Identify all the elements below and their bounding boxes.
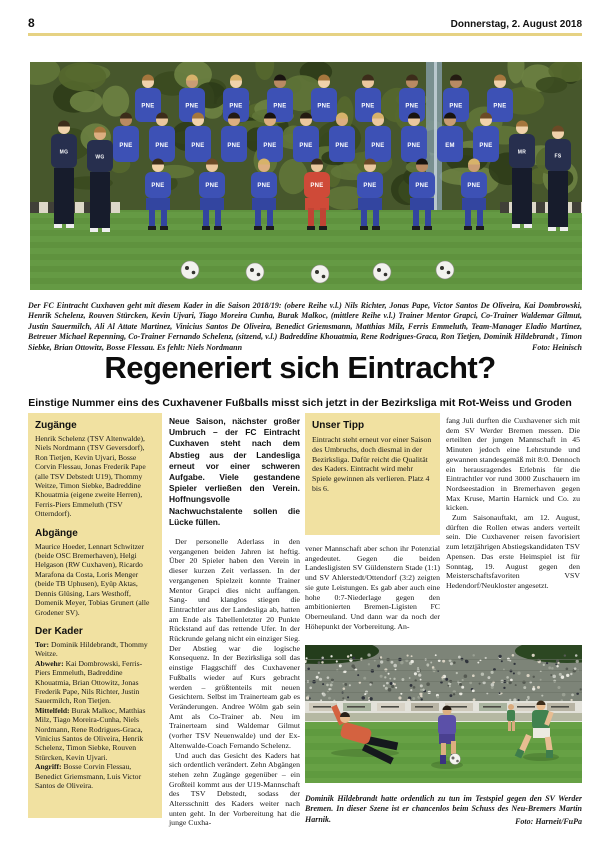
kader-text-mittelfeld: Burak Malkoc, Matthias Milz, Tiago Moreira-Cunha, Niels Nordmann, Rene Rodrigues-Graca, Vinicius Santos de Oliveira, Henrik Schelenz, Timon Siebke, Rouven Stürcken, Kevin Ujvari. bbox=[35, 705, 146, 762]
kader-label-angriff: Angriff: bbox=[35, 762, 62, 772]
svg-text:EM: EM bbox=[445, 142, 455, 149]
squad-section-kader bbox=[35, 626, 156, 791]
svg-text:PNE: PNE bbox=[317, 103, 331, 110]
abgaenge-title: Abgänge bbox=[35, 527, 78, 539]
article-paragraph-3: vener Mannschaft aber schon ihr Potenzial angedeutet. Gegen die beiden Landesligisten SV Güldenstern Stade (1:1) und SV Ahlerstedt/Ottendorf (3:2) zeigten sie gute Leistungen. Es gab aber auch eine hohe 0:7-Niederlage gegen den ambitionierten Bremen-Ligisten FC Oberneuland. Und dann war da noch der Höhepunkt der Vorbereitung. An- bbox=[305, 544, 440, 631]
page-number: 8 bbox=[28, 16, 35, 30]
article-lead: Neue Saison, nächster großer Umbruch – der FC Eintracht Cuxhaven steht nach dem Abstieg aus der Landesliga erneut vor einer schweren Aufgabe. Viele gestandene Spieler verließen den Verein. Hoffnungsvolle Nachwuchstalente sollen die Lücke füllen. bbox=[169, 416, 300, 527]
svg-text:PNE: PNE bbox=[405, 103, 419, 110]
svg-text:PNE: PNE bbox=[229, 103, 243, 110]
article-paragraph-4: fang Juli durften die Cuxhavener sich mit dem SV Werder Bremen messen. Die erteilten der jungen Mannschaft in 45 Minuten jedoch eine Lehrstunde und gewannen standesgemäß mit 8:0. Dennoch ein herausragendes Erlebnis für die Eintrachtler vor rund 3000 Zuschauern im Nordseestadion in Bremerhaven gegen Max Kruse, Martin Harnick und Co. zu kicken. bbox=[446, 416, 580, 513]
team-photo-illustration bbox=[30, 62, 582, 290]
svg-text:PNE: PNE bbox=[273, 103, 287, 110]
svg-text:PNE: PNE bbox=[449, 103, 463, 110]
svg-text:PNE: PNE bbox=[185, 103, 199, 110]
svg-text:PNE: PNE bbox=[363, 183, 377, 190]
squad-infobox bbox=[28, 413, 162, 818]
svg-text:PNE: PNE bbox=[415, 183, 429, 190]
action-photo bbox=[305, 645, 582, 783]
team-photo-caption-text: Der FC Eintracht Cuxhaven geht mit diesem Kader in die Saison 2018/19: (obere Reihe v.l.) Nils Richter, Jonas Pape, Victor Santos De Oliveira, Kai Dombrowski, Henrik Schelenz, Rouven Stürcken, Kevin Ujvari, Tiago Moreira Cunha, Burak Malkoc, (mittlere Reihe v.l.) Trainer Mentor Grapci, Co-Trainer Waldemar Gilmut, Justin Sauermilch, Ali Al Attate Martinez, Vinicius Santos De Oliveira, Benedict Griemsmann, Matthias Milz, Ferris Emmeluth, Team-Manager Eladio Martinez, Betreuer Michael Repenning, Co-Trainer Fernando Schelenz, (sitzend, v.l.) Badreddine Khouatmia, Rene Rodrigues-Graca, Ron Tietjen, Dominik Hildebrandt , Timon Siebke, Brian Ottowitz, Bosse Flessau. Es fehlt: Niels Nordmann bbox=[28, 301, 582, 352]
action-photo-caption bbox=[305, 794, 582, 827]
svg-text:PNE: PNE bbox=[205, 183, 219, 190]
kader-text-abwehr: Kai Dombrowski, Ferris-Piers Emmeluth, Badreddine Khouatmia, Brian Ottowitz, Jonas Frederik Pape, Nils Richter, Justin Sauermilch, Ron Tietjen. bbox=[35, 658, 143, 706]
kader-entry-tor bbox=[35, 640, 156, 659]
kader-entry-angriff bbox=[35, 762, 156, 790]
kader-label-abwehr: Abwehr: bbox=[35, 658, 64, 668]
svg-text:MG: MG bbox=[59, 149, 69, 156]
kader-label-tor: Tor: bbox=[35, 639, 50, 649]
kader-text-angriff: Bosse Corvin Flessau, Benedict Griemsmann, Luis Victor Santos de Oliveira. bbox=[35, 762, 142, 790]
svg-text:FS: FS bbox=[554, 153, 562, 160]
article-paragraph-1: Der personelle Aderlass in den vergangenen beiden Jahren ist heftig. Über 20 Spieler haben den Verein in dieser kurzen Zeit verlassen. In der vergangenen Spielzeit konnte Trainer Mentor Grapci dies nicht auffangen. Sang- und klanglos stiegen die Eintrachtler aus der Landesliga ab, hatten am Ende als Tabellenletzter 20 Punkte Rückstand auf das rettende Ufer. In der Rückrunde gelang nicht ein einziger Sieg. Der Abstieg war die logische Konsequenz. In der Bezirksliga soll das einstige Flaggschiff des Cuxhavener Fußballs wieder auf Kurs gebracht werden – größtenteils mit neuen Gesichtern. Selbst im Trainerteam gab es Veränderungen. Andree Wölm gab sein Amt als Co-Trainer ab. Neu im Trainerteam sind Waldemar Gilmut (vorher TSV Neuenwalde) und der Ex-Altenwalde-Coach Fernando Schelenz. bbox=[169, 537, 300, 750]
svg-text:PNE: PNE bbox=[257, 183, 271, 190]
svg-text:PNE: PNE bbox=[361, 103, 375, 110]
kader-label-mittelfeld: Mittelfeld: bbox=[35, 705, 70, 715]
article-subheadline: Einstige Nummer eins des Cuxhavener Fußballs misst sich jetzt in der Bezirksliga mit Rot-Weiss und Groden bbox=[28, 397, 572, 409]
date-line: Donnerstag, 2. August 2018 bbox=[450, 19, 582, 30]
svg-text:PNE: PNE bbox=[141, 103, 155, 110]
team-photo bbox=[30, 62, 582, 290]
action-photo-credit: Foto: Harneit/FuPa bbox=[511, 817, 582, 827]
svg-text:PNE: PNE bbox=[407, 142, 421, 149]
team-photo-caption bbox=[28, 301, 582, 353]
abgaenge-text: Maurice Hoeder, Lennart Schwitzer (beide OSC Bremerhaven), Helgi Helgason (RW Cuxhaven), Ricardo Marafona da Costa, Loris Menger (beide TB Uphusen), Eyüp Aktas, Dennis Glüsing, Lars Westhoff, Domenik Meyer, Tobias Grunert (alle Grodener SV). bbox=[35, 541, 150, 617]
svg-text:PNE: PNE bbox=[467, 183, 481, 190]
svg-text:PNE: PNE bbox=[263, 142, 277, 149]
tipp-box-text: Eintracht steht erneut vor einer Saison des Umbruchs, doch diesmal in der Bezirksliga. Dafür reicht die Qualität des Kaders. Eintracht wird mehr Spiele gewinnen als verlieren. Platz 4 bis 6. bbox=[312, 435, 432, 493]
tipp-box-title: Unser Tipp bbox=[312, 420, 365, 431]
header-rule bbox=[28, 33, 582, 36]
svg-text:PNE: PNE bbox=[310, 183, 324, 190]
kader-text-tor: Dominik Hildebrandt, Thommy Weitze. bbox=[35, 639, 148, 659]
svg-text:PNE: PNE bbox=[191, 142, 205, 149]
squad-section-abgaenge bbox=[35, 528, 156, 617]
tipp-box bbox=[305, 413, 440, 535]
article-column-4 bbox=[446, 416, 580, 591]
article-paragraph-2: Und auch das Gesicht des Kaders hat sich ordentlich verändert. Zehn Abgängen stehen zehn Zugänge gegenüber – ein Großteil kommt aus der U19-Mannschaft des TSV Debstedt, sodass der Altersschnitt des Kaders weiter nach unten geht. In der Vorbereitung hat die junge Cuxha- bbox=[169, 750, 300, 828]
article-column-3 bbox=[305, 413, 440, 631]
kader-entry-mittelfeld bbox=[35, 706, 156, 762]
svg-text:PNE: PNE bbox=[227, 142, 241, 149]
zugaenge-title: Zugänge bbox=[35, 420, 77, 431]
svg-text:PNE: PNE bbox=[479, 142, 493, 149]
svg-text:WG: WG bbox=[95, 154, 105, 161]
action-photo-caption-text: Dominik Hildebrandt hatte ordentlich zu tun im Testspiel gegen den SV Werder Bremen. In dieser Szene ist er chancenlos beim Schuss des Neu-Bremers Martin Harnik. bbox=[305, 794, 582, 824]
svg-text:PNE: PNE bbox=[151, 183, 165, 190]
article-column-2 bbox=[169, 416, 300, 828]
svg-text:PNE: PNE bbox=[335, 142, 349, 149]
svg-text:PNE: PNE bbox=[299, 142, 313, 149]
article-paragraph-5: Zum Saisonauftakt, am 12. August, dürften die Rollen etwas anders verteilt sein. Die Cuxhavener reisen favorisiert zum letztjährigen Abstiegskandidaten TSV Apensen. Das erste Heimspiel ist für Sonntag, 19. August gegen den Meisterschaftsfavoriten VSV Hedendorf/Neukloster angesetzt. bbox=[446, 513, 580, 590]
squad-section-zugaenge bbox=[35, 420, 156, 519]
kader-title: Der Kader bbox=[35, 625, 83, 637]
svg-text:PNE: PNE bbox=[493, 103, 507, 110]
action-photo-illustration bbox=[305, 645, 582, 783]
article-headline: Regeneriert sich Eintracht? bbox=[104, 350, 496, 385]
kader-entry-abwehr bbox=[35, 659, 156, 706]
team-photo-credit: Foto: Heinisch bbox=[528, 343, 582, 353]
svg-text:PNE: PNE bbox=[155, 142, 169, 149]
zugaenge-text: Henrik Schelenz (TSV Altenwalde), Niels Nordmann (TSV Geversdorf), Ron Tietjen, Kevin Ujvari, Bosse Corvin Flessau, Jonas Frederik Pape (alle TSV Debstedt U19), Thommy Weitze, Timon Siebke, Badreddine Khouatmia (eigene zweite Herren), Ferris-Piers Emmeluth (TSV Otterndorf). bbox=[35, 434, 146, 519]
svg-text:PNE: PNE bbox=[119, 142, 133, 149]
svg-text:PNE: PNE bbox=[371, 142, 385, 149]
svg-text:MR: MR bbox=[517, 149, 527, 156]
